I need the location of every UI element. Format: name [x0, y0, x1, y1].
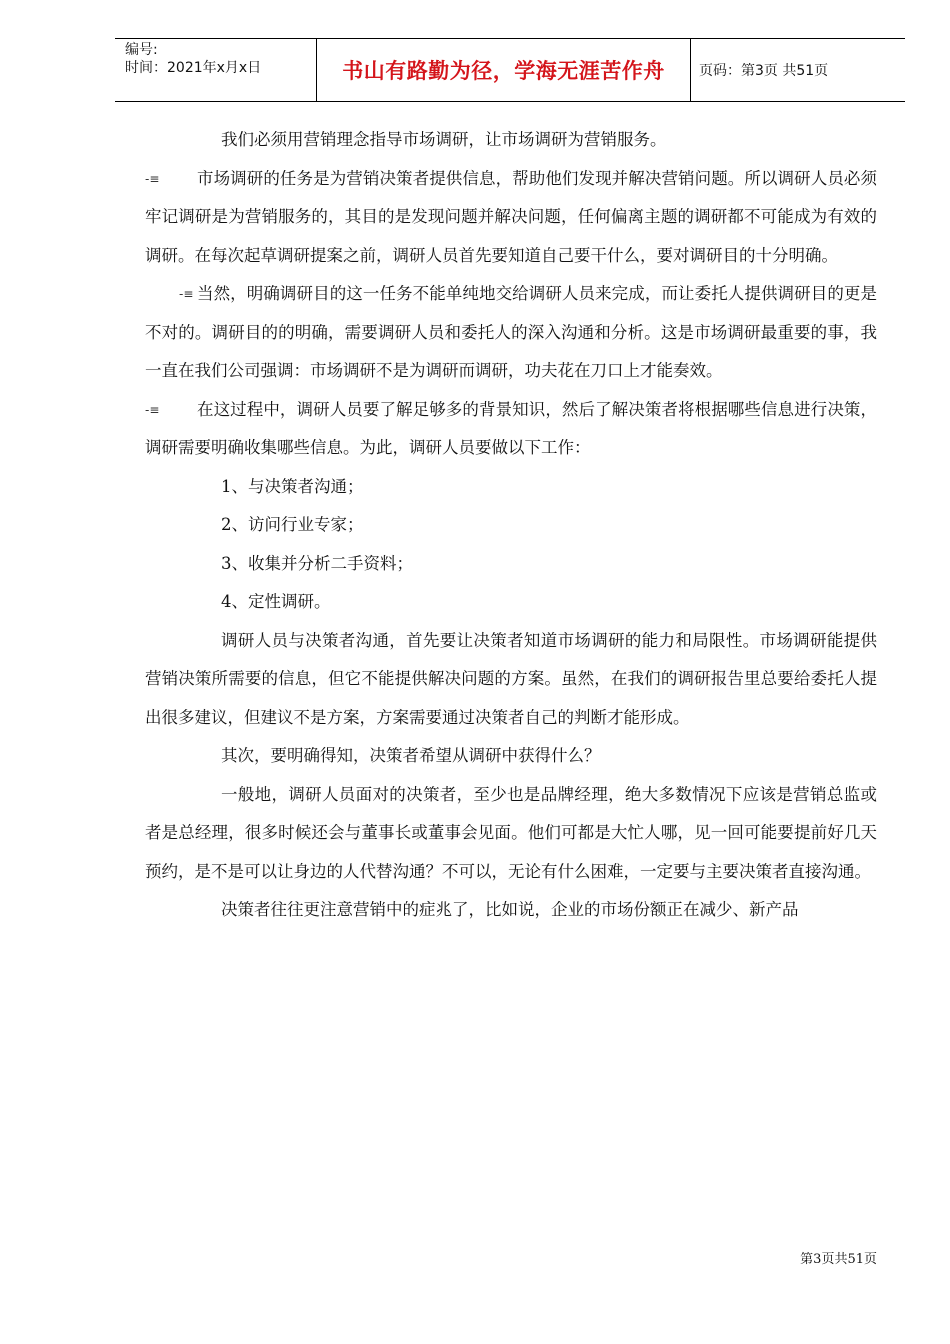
paragraph-7: 一般地，调研人员面对的决策者，至少也是品牌经理，绝大多数情况下应该是营销总监或者是总经理，很多时候还会与董事长或董事会见面。他们可都是大忙人哪，见一回可能要提前好几天预约，是不是可以让身边的人代替沟通？不可以，无论有什么困难，一定要与主要决策者直接沟通。 [145, 784, 877, 881]
paragraph-2-row [145, 160, 877, 276]
paragraph-3: 当然，明确调研目的这一任务不能单纯地交给调研人员来完成，而让委托人提供调研目的更是不对的。调研目的的明确，需要调研人员和委托人的深入沟通和分析。这是市场调研最重要的事，我一直在我们公司强调：市场调研不是为调研而调研，功夫花在刀口上才能奏效。 [145, 284, 877, 380]
document-body [145, 121, 877, 930]
page-footer: 第3页共51页 [800, 1252, 877, 1267]
header-motto: 书山有路勤为径，学海无涯苦作舟 [317, 39, 691, 101]
list-item-2: 2、访问行业专家； [221, 515, 364, 534]
list-item-1: 1、与决策者沟通； [221, 476, 364, 496]
paragraph-1: 我们必须用营销理念指导市场调研，让市场调研为营销服务。 [221, 130, 667, 149]
paragraph-3-row [145, 275, 877, 391]
paragraph-5: 调研人员与决策者沟通，首先要让决策者知道市场调研的能力和局限性。市场调研能提供营销决策所需要的信息，但它不能提供解决问题的方案。虽然，在我们的调研报告里总要给委托人提出很多建议，但建议不是方案，方案需要通过决策者自己的判断才能形成。 [145, 630, 877, 727]
doc-number-label: 编号: [125, 42, 158, 58]
list-mark: -≡ [179, 287, 194, 301]
list-mark: -≡ [145, 402, 160, 417]
paragraph-8: 决策者往往更注意营销中的症兆了，比如说，企业的市场份额正在减少、新产品 [221, 900, 799, 919]
paragraph-4: 在这过程中，调研人员要了解足够多的背景知识，然后了解决策者将根据哪些信息进行决策，调研需要明确收集哪些信息。为此，调研人员要做以下工作： [145, 399, 877, 457]
list-item-4: 4、定性调研。 [221, 592, 331, 611]
list-mark: -≡ [145, 171, 160, 186]
doc-time-label: 时间：2021年x月x日 [125, 60, 262, 76]
list-item-3: 3、收集并分析二手资料； [221, 553, 413, 573]
header-page-info: 页码：第3页 共51页 [699, 63, 829, 79]
header-meta-cell [115, 39, 317, 101]
paragraph-6: 其次，要明确得知，决策者希望从调研中获得什么？ [221, 746, 601, 765]
paragraph-2: 市场调研的任务是为营销决策者提供信息，帮助他们发现并解决营销问题。所以调研人员必须牢记调研是为营销服务的，其目的是发现问题并解决问题，任何偏离主题的调研都不可能成为有效的调研。在每次起草调研提案之前，调研人员首先要知道自己要干什么，要对调研目的十分明确。 [145, 168, 877, 265]
page-header [115, 38, 905, 102]
paragraph-4-row [145, 391, 877, 468]
